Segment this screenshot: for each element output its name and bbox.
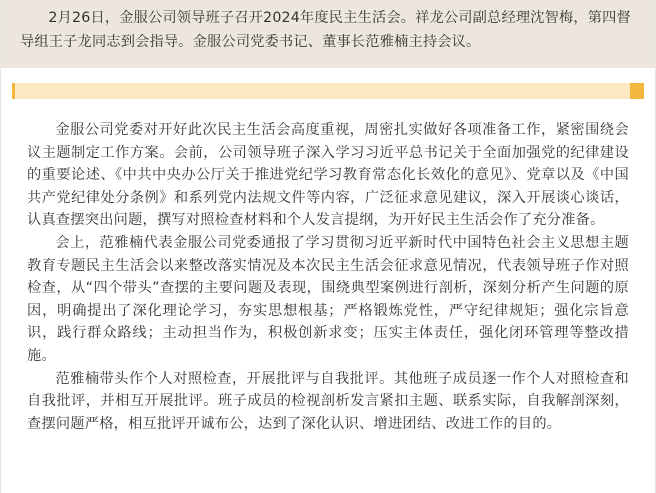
article-paragraph: 会上，范雅楠代表金服公司党委通报了学习贯彻习近平新时代中国特色社会主义思想主题教育专题民主生活会以来整改落实情况及本次民主生活会征求意见情况，代表领导班子作对照检查，从“四个带头”查摆的主要问题及表现，围绕典型案例进行剖析，深刻分析产生问题的原因，明确提出了深化理论学习，夯实思想根基；严格锻炼党性，严守纪律规矩；强化宗旨意识，践行群众路线；主动担当作为，积极创新求变；压实主体责任，强化闭环管理等整改措施。 [27,234,629,364]
article-paragraph: 金服公司党委对开好此次民主生活会高度重视，周密扎实做好各项准备工作，紧密围绕会议主题制定工作方案。会前，公司领导班子深入学习习近平总书记关于全面加强党的纪律建设的重要论述、《中共中央办公厅关于推进党纪学习教育常态化长效化的意见》、党章以及《中国共产党纪律处分条例》和系列党内法规文件等内容，广泛征求意见建议，深入开展谈心谈话，认真查摆突出问题，撰写对照检查材料和个人发言提纲，为开好民主生活会作了充分准备。 [27,122,629,229]
intro-summary-text: 2月26日，金服公司领导班子召开2024年度民主生活会。祥龙公司副总经理沈智梅，第四督导组王子龙同志到会指导。金服公司党委书记、董事长范雅楠主持会议。 [20,10,631,50]
section-divider-bar [12,83,644,99]
article-body [0,119,656,435]
divider-left-accent [12,83,15,99]
divider-right-accent [630,83,644,99]
intro-summary-box [0,0,656,68]
article-paragraph: 范雅楠带头作个人对照检查，开展批评与自我批评。其他班子成员逐一作个人对照检查和自我批评，并相互开展批评。班子成员的检视剖析发言紧扣主题、联系实际，自我解剖深刻，查摆问题严格，相互批评开诚布公，达到了深化认识、增进团结、改进工作的目的。 [27,370,629,432]
